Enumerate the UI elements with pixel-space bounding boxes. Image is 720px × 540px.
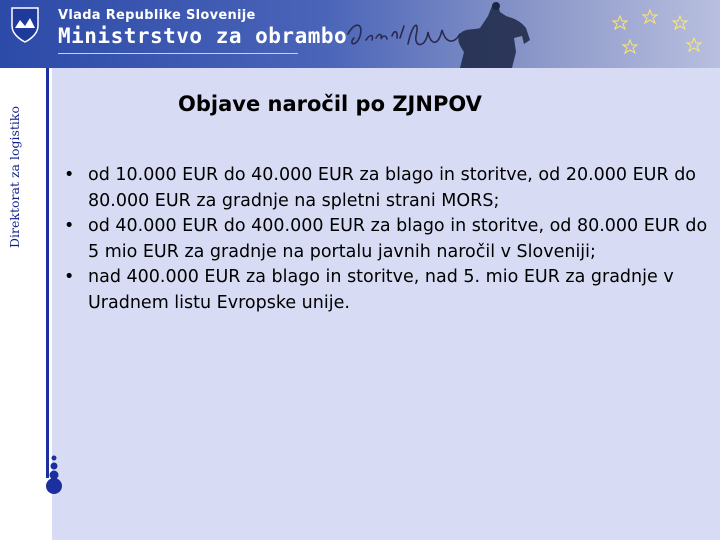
bullet-text: od 40.000 EUR do 400.000 EUR za blago in storitve, od 80.000 EUR do 5 mio EUR za gradnje na portalu javnih naročil v Sloveniji; [88,216,708,262]
list-item [58,265,708,316]
bullet-list [58,163,708,316]
vertical-divider [46,68,49,478]
eu-stars-icon [600,6,710,64]
directorate-label: Direktorat za logistiko [7,105,22,248]
decorative-dots-icon [44,455,66,495]
ministry-name: Ministrstvo za obrambo [58,24,348,48]
bullet-icon: • [64,165,75,185]
header-divider [58,53,298,54]
list-item [58,163,708,214]
equestrian-statue-icon [430,0,550,68]
bullet-text: od 10.000 EUR do 40.000 EUR za blago in storitve, od 20.000 EUR do 80.000 EUR za gradnje na spletni strani MORS; [88,165,697,211]
coat-of-arms-icon [10,6,40,44]
header-banner [0,0,720,68]
government-name: Vlada Republike Slovenije [58,8,256,23]
bullet-icon: • [64,216,75,236]
bullet-text: nad 400.000 EUR za blago in storitve, nad 5. mio EUR za gradnje v Uradnem listu Evropske unije. [88,267,674,313]
list-item [58,214,708,265]
bullet-icon: • [64,267,75,287]
slide-title: Objave naročil po ZJNPOV [178,92,482,116]
